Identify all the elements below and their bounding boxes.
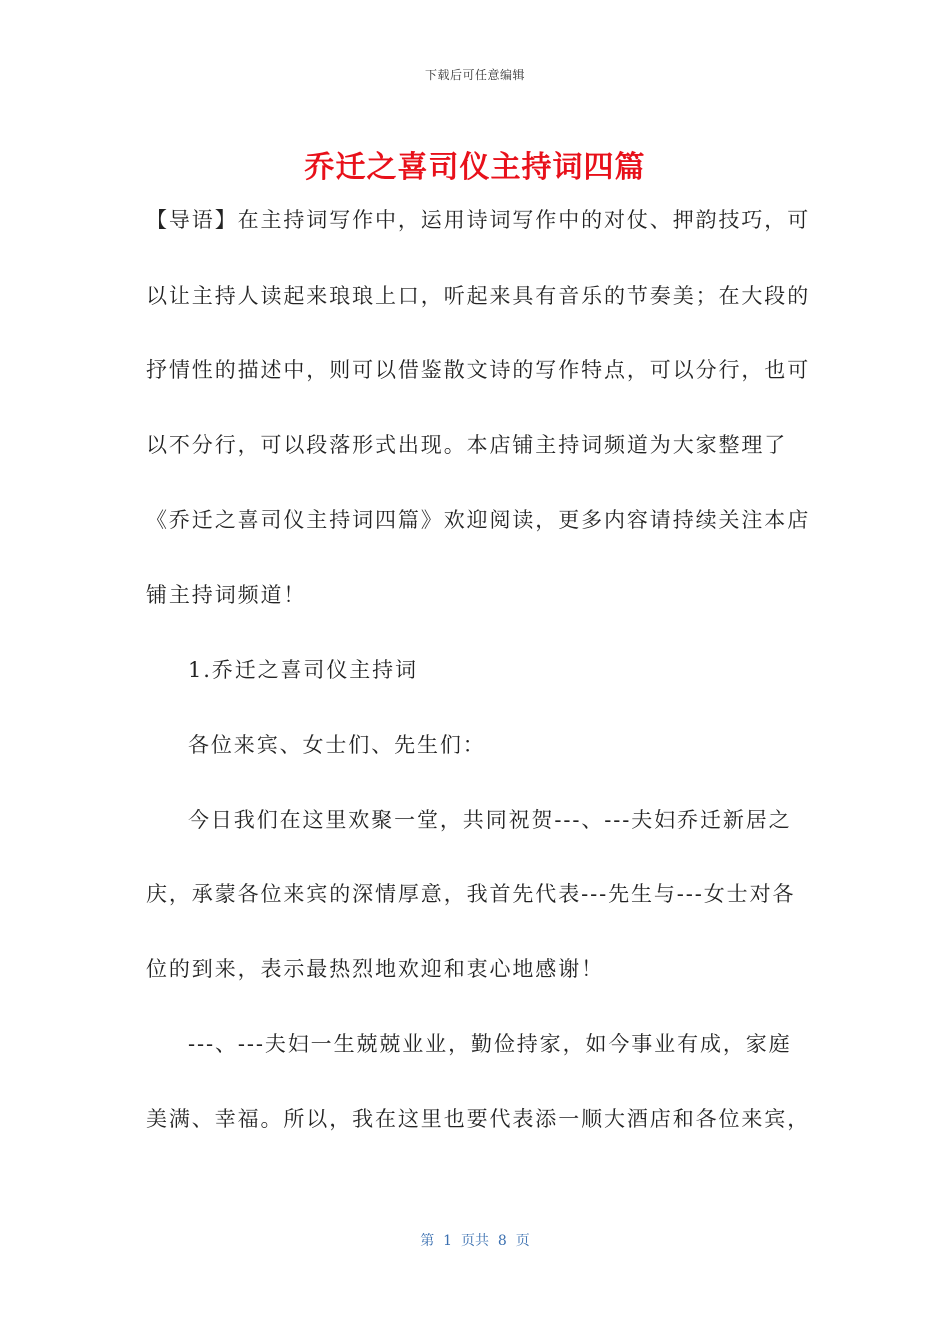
text-line: ---、---夫妇一生兢兢业业，勤俭持家，如今事业有成，家庭 xyxy=(188,1032,792,1056)
text-line: 各位来宾、女士们、先生们： xyxy=(188,733,486,757)
section-heading: 1.乔迁之喜司仪主持词 xyxy=(188,658,418,682)
text-line: 美满、幸福。所以，我在这里也要代表添一顺大酒店和各位来宾， xyxy=(146,1107,811,1131)
text-line: 位的到来，表示最热烈地欢迎和衷心地感谢！ xyxy=(146,957,604,981)
text-line: 以让主持人读起来琅琅上口，听起来具有音乐的节奏美；在大段的 xyxy=(146,284,811,308)
text-line: 《乔迁之喜司仪主持词四篇》欢迎阅读，更多内容请持续关注本店 xyxy=(146,508,811,532)
text-line: 【导语】在主持词写作中，运用诗词写作中的对仗、押韵技巧，可 xyxy=(146,208,811,232)
text-line: 今日我们在这里欢聚一堂，共同祝贺---、---夫妇乔迁新居之 xyxy=(188,808,792,832)
text-line: 庆，承蒙各位来宾的深情厚意，我首先代表---先生与---女士对各 xyxy=(146,882,796,906)
text-line: 以不分行，可以段落形式出现。本店铺主持词频道为大家整理了 xyxy=(146,433,788,457)
document-title: 乔迁之喜司仪主持词四篇 xyxy=(304,150,646,185)
header-note: 下载后可任意编辑 xyxy=(424,68,525,82)
text-line: 铺主持词频道！ xyxy=(146,583,307,607)
page-number-footer: 第 1 页共 8 页 xyxy=(420,1233,530,1249)
text-line: 抒情性的描述中，则可以借鉴散文诗的写作特点，可以分行，也可 xyxy=(146,358,811,382)
